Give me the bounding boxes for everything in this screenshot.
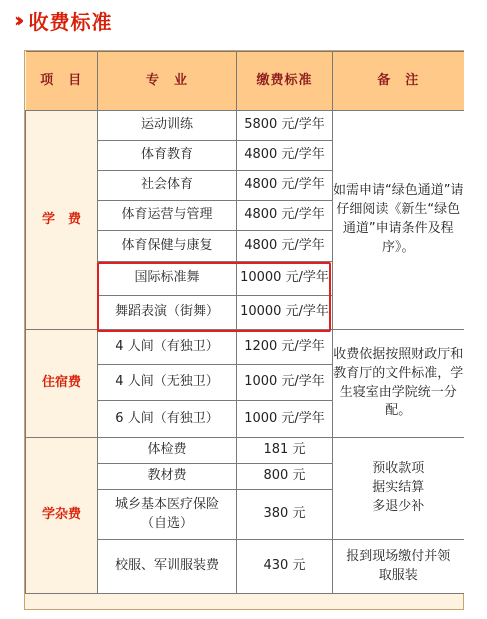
fee-value: 1000 元/学年 — [237, 365, 333, 401]
table-row — [26, 438, 464, 464]
note-line: 取服装 — [378, 567, 418, 583]
major-name: 运动训练 — [98, 111, 237, 141]
misc-item: 体检费 — [98, 438, 237, 464]
header-fee: 缴费标准 — [237, 52, 333, 111]
table-header-row — [26, 52, 464, 111]
misc-item-insurance — [98, 490, 237, 540]
item-line: （自选） — [140, 515, 193, 531]
fee-value: 4800 元/学年 — [237, 171, 333, 201]
header-item: 项 目 — [26, 52, 98, 111]
header-note: 备 注 — [333, 52, 464, 111]
table-row — [26, 330, 464, 365]
fee-value: 1000 元/学年 — [237, 401, 333, 438]
fee-value: 10000 元/学年 — [237, 296, 333, 330]
misc-item: 教材费 — [98, 464, 237, 490]
fee-value: 4800 元/学年 — [237, 201, 333, 231]
major-name: 国际标准舞 — [98, 262, 237, 296]
misc-note-uniform — [333, 540, 464, 594]
room-type: 6 人间（有独卫） — [98, 401, 237, 438]
major-name: 舞蹈表演（街舞） — [98, 296, 237, 330]
fee-table — [25, 51, 464, 594]
major-name: 体育保健与康复 — [98, 231, 237, 262]
major-name: 社会体育 — [98, 171, 237, 201]
category-tuition: 学 费 — [26, 111, 98, 330]
fee-value: 4800 元/学年 — [237, 141, 333, 171]
misc-item: 校服、军训服装费 — [98, 540, 237, 594]
fee-value: 5800 元/学年 — [237, 111, 333, 141]
item-line: 城乡基本医疗保险 — [114, 496, 219, 512]
double-chevron-right-icon: ›› — [14, 8, 19, 32]
fee-value: 181 元 — [237, 438, 333, 464]
table-row — [26, 111, 464, 141]
lodging-note: 收费依据按照财政厅和教育厅的文件标准，学生寝室由学院统一分配。 — [333, 330, 464, 438]
fee-value: 800 元 — [237, 464, 333, 490]
note-line: 多退少补 — [372, 498, 425, 514]
page-title: 收费标准 — [28, 9, 113, 34]
header-major: 专 业 — [98, 52, 237, 111]
room-type: 4 人间（无独卫） — [98, 365, 237, 401]
fee-value: 430 元 — [237, 540, 333, 594]
room-type: 4 人间（有独卫） — [98, 330, 237, 365]
fee-value: 4800 元/学年 — [237, 231, 333, 262]
category-misc: 学杂费 — [26, 438, 98, 594]
category-lodging: 住宿费 — [26, 330, 98, 438]
major-name: 体育运营与管理 — [98, 201, 237, 231]
note-line: 据实结算 — [372, 480, 425, 496]
fee-value: 1200 元/学年 — [237, 330, 333, 365]
note-line: 预收款项 — [372, 461, 425, 477]
fee-value: 10000 元/学年 — [237, 262, 333, 296]
misc-note-refund — [333, 438, 464, 540]
major-name: 体育教育 — [98, 141, 237, 171]
section-heading — [14, 6, 112, 34]
note-line: 报到现场缴付并领 — [346, 548, 451, 564]
fee-value: 380 元 — [237, 490, 333, 540]
tuition-note: 如需申请“绿色通道”请仔细阅读《新生“绿色通道”申请条件及程序》。 — [333, 111, 464, 330]
